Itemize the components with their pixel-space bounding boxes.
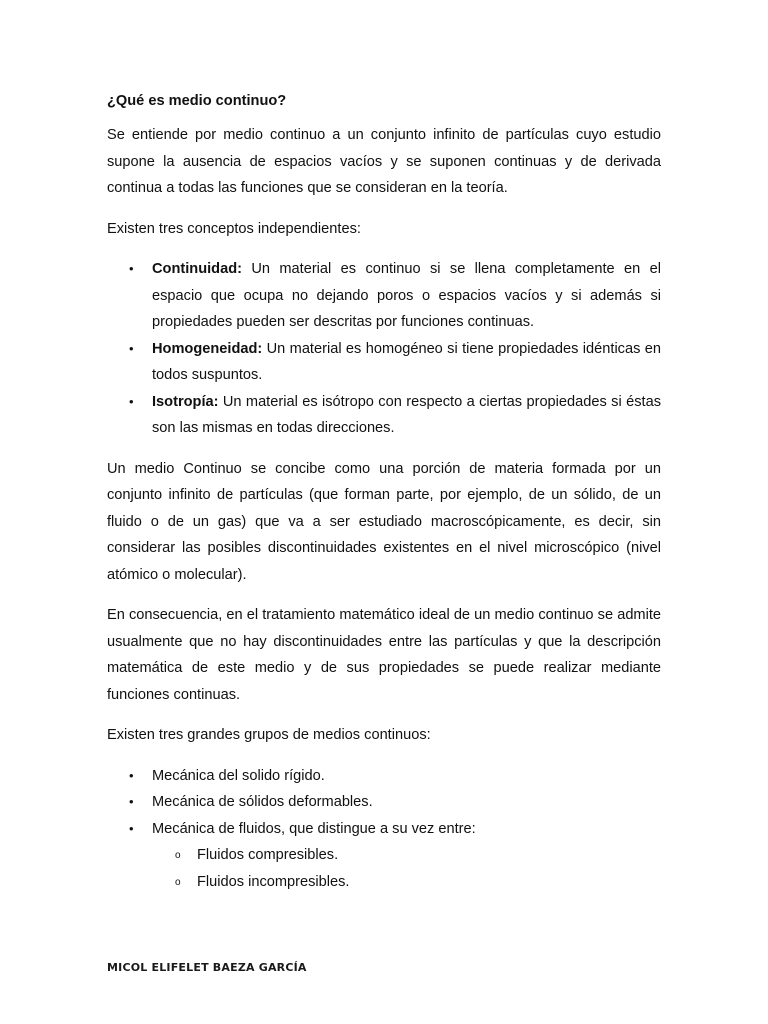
bullet-icon: • (129, 261, 134, 276)
paragraph-continuum: Un medio Continuo se concibe como una porción de materia formada por un conjunto infinito de partículas (que forman parte, por ejemplo, de un sólido, de un fluido o de un gas) que va a ser estudiado macroscópicamente, es decir, sin considerar las posibles discontinuidades existentes en el nivel microscópico (nivel atómico o molecular). (107, 460, 661, 583)
document-body (107, 90, 661, 909)
list-item (107, 789, 661, 816)
concepts-list (107, 256, 661, 442)
sub-bullet-icon: o (175, 850, 181, 861)
document-title: ¿Qué es medio continuo? (107, 93, 287, 109)
list-item (107, 389, 661, 442)
bullet-icon: • (129, 767, 134, 783)
bullet-icon: • (129, 393, 134, 409)
concept-text: Un material es homogéneo si tiene propiedades idénticas en todos suspuntos. (152, 340, 661, 383)
paragraph-concepts-intro: Existen tres conceptos independientes: (107, 220, 361, 237)
paragraph-definition: Se entiende por medio continuo a un conjunto infinito de partículas cuyo estudio supone la ausencia de espacios vacíos y se suponen continuas y de derivada continua a todas las funciones que se consideran en la teoría. (107, 127, 661, 196)
group-text: Mecánica de fluidos, que distingue a su vez entre: (152, 820, 476, 837)
paragraph-groups-intro: Existen tres grandes grupos de medios continuos: (107, 727, 431, 743)
concept-text: Un material es continuo si se llena completamente en el espacio que ocupa no dejando poros o espacios vacíos y si además si propiedades pueden ser descritas por funciones continuas. (152, 261, 661, 330)
list-item (107, 256, 661, 336)
fluid-type-text: Fluidos incompresibles. (197, 873, 350, 890)
concept-term: Continuidad: (152, 261, 242, 277)
groups-list (107, 763, 661, 896)
paragraph-consequence: En consecuencia, en el tratamiento matemático ideal de un medio continuo se admite usualmente que no hay discontinuidades entre las partículas y que la descripción matemática de este medio y de sus propiedades se puede realizar mediante funciones continuas. (107, 607, 661, 703)
sub-bullet-icon: o (175, 876, 181, 888)
bullet-icon: • (129, 794, 134, 809)
group-text: Mecánica del solido rígido. (152, 767, 325, 784)
concept-term: Homogeneidad: (152, 340, 263, 357)
footer-author: MICOL ELIFELET BAEZA GARCÍA (107, 961, 307, 974)
list-item (107, 816, 661, 896)
list-item (107, 336, 661, 389)
list-item (152, 869, 661, 896)
list-item (152, 842, 661, 869)
list-item (107, 763, 661, 790)
fluid-type-text: Fluidos compresibles. (197, 847, 339, 863)
concept-term: Isotropía: (152, 393, 219, 410)
bullet-icon: • (129, 340, 134, 356)
bullet-icon: • (129, 820, 134, 836)
concept-text: Un material es isótropo con respecto a ciertas propiedades si éstas son las mismas en todas direcciones. (152, 393, 661, 436)
group-text: Mecánica de sólidos deformables. (152, 794, 373, 810)
fluid-types-list (152, 842, 661, 895)
